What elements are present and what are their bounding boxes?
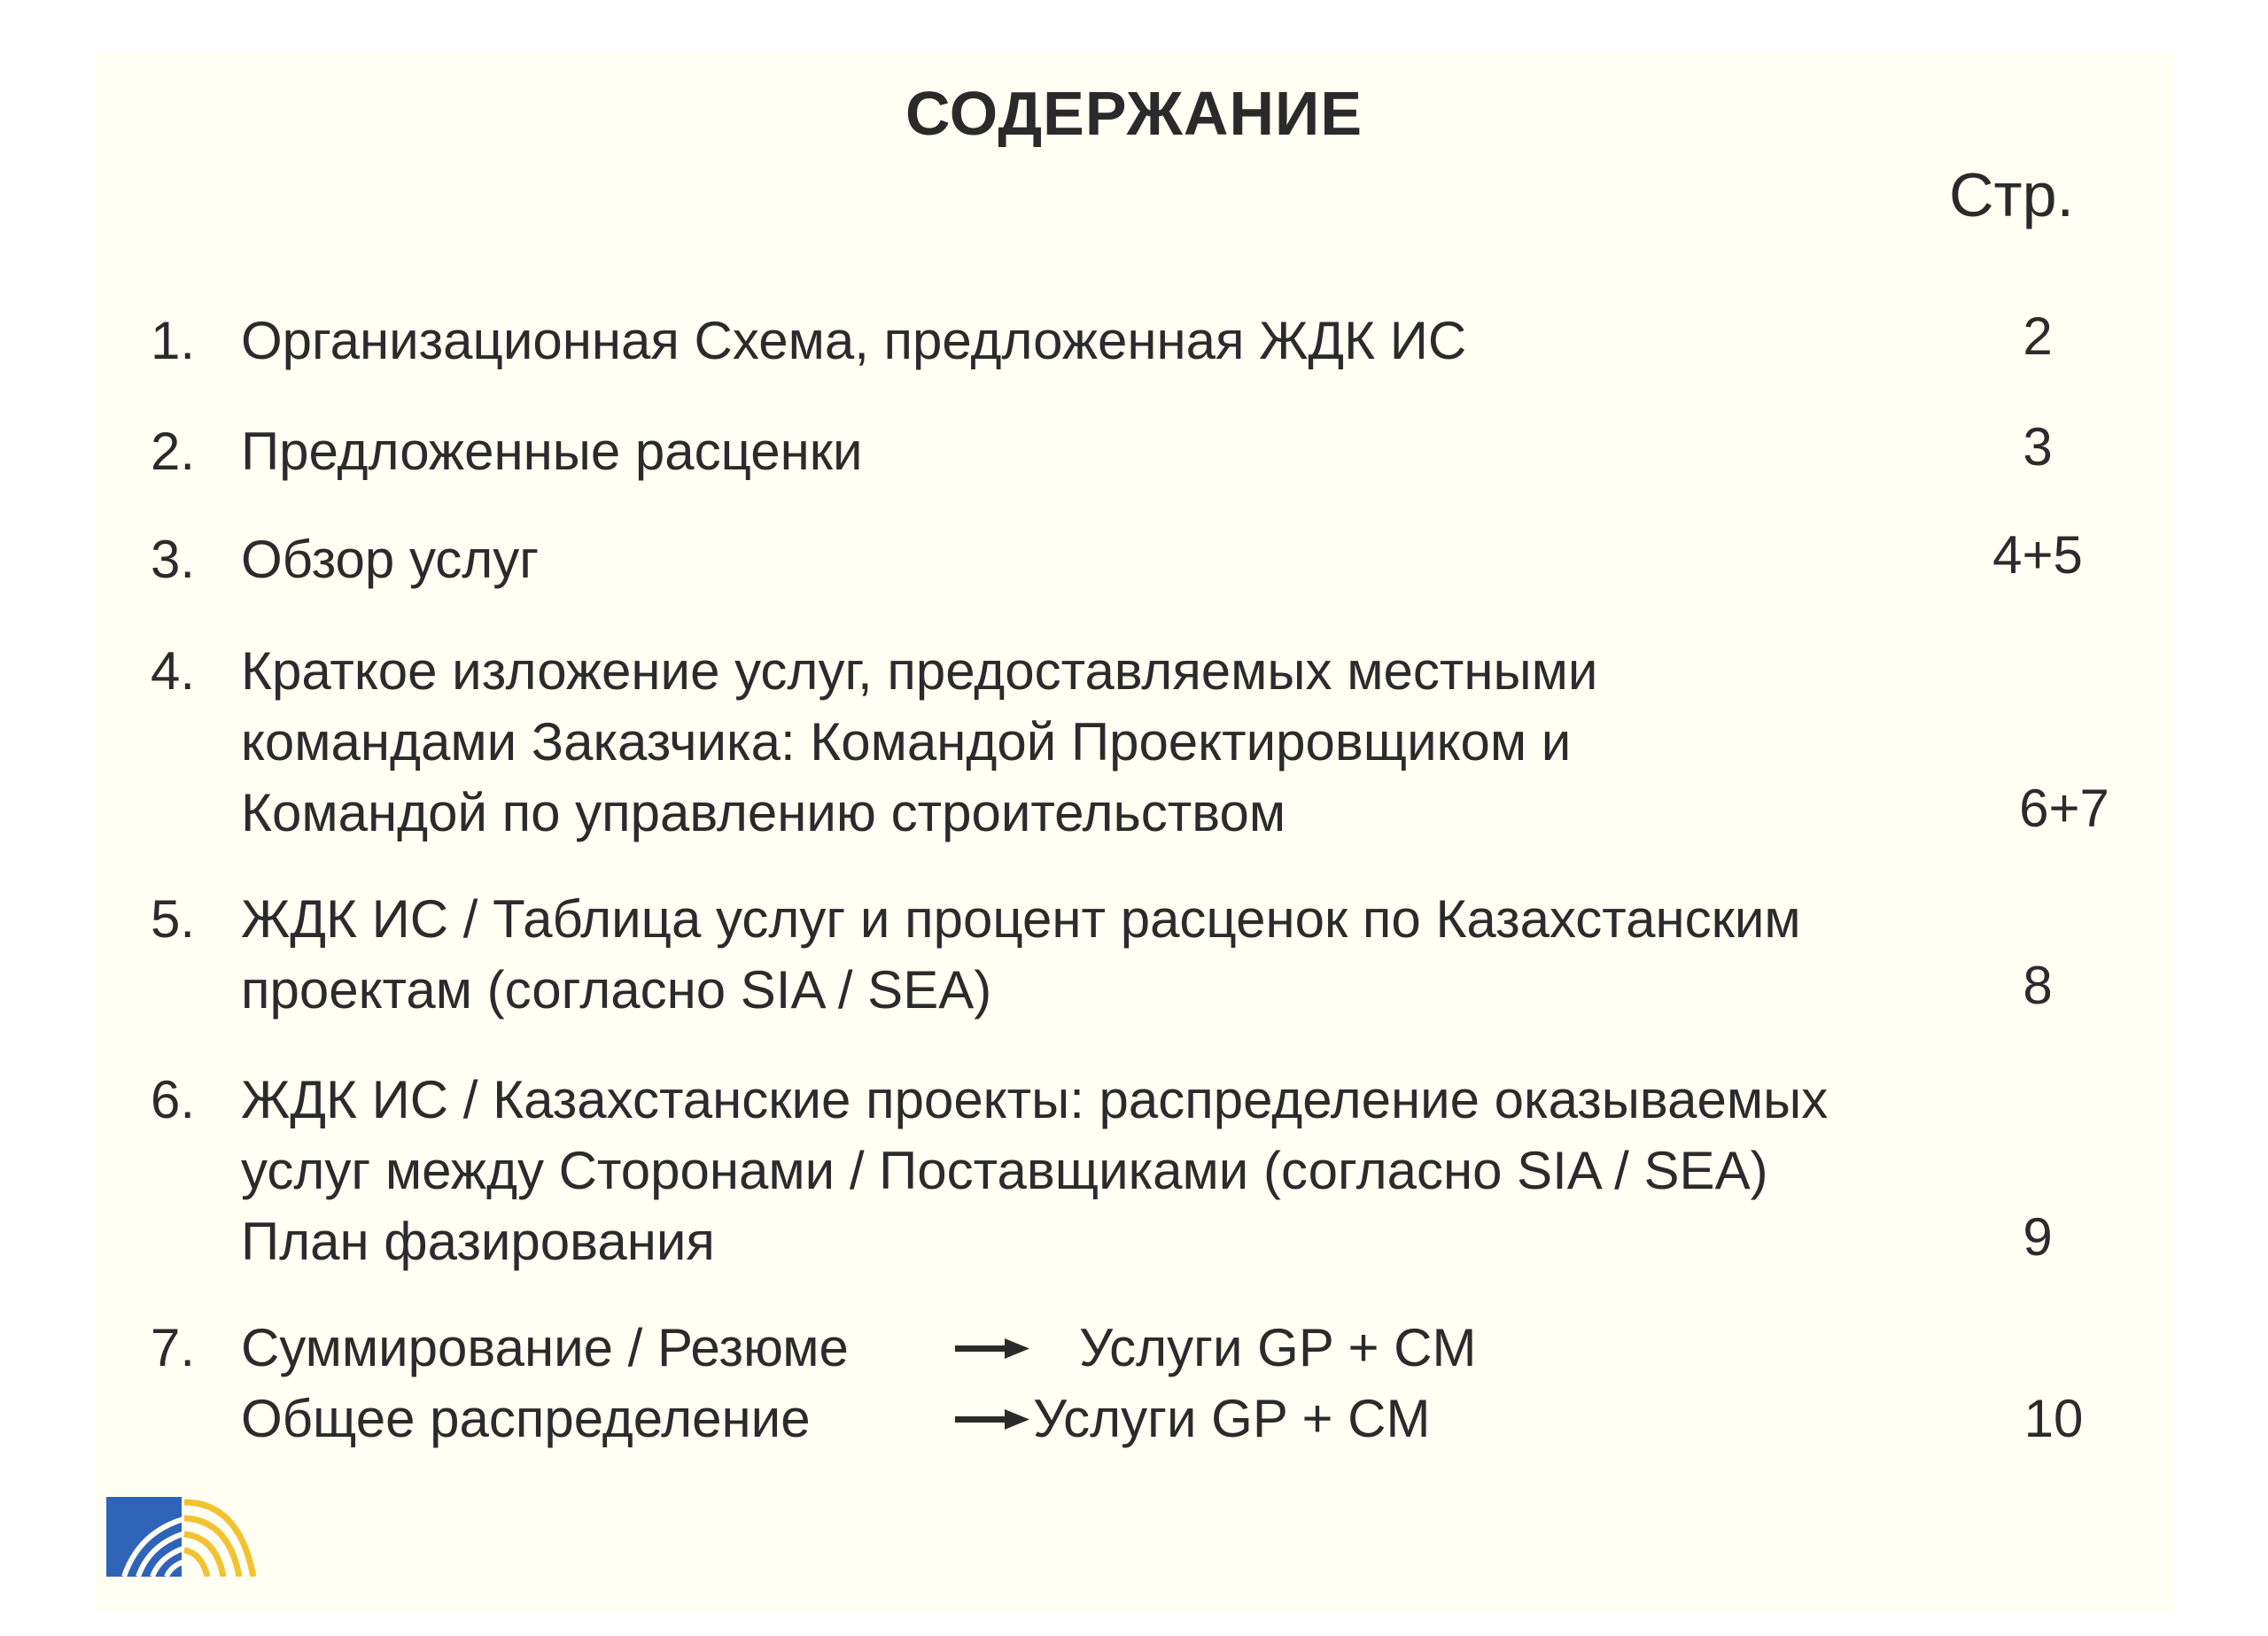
right-arrow-icon [955, 1335, 1029, 1361]
toc-entry-line: Обзор услуг [241, 530, 540, 589]
toc-entry-number: 6. [151, 1070, 196, 1129]
toc-entry-text [241, 416, 863, 487]
toc-entry-line: проектам (согласно SIA / SEA) [241, 960, 992, 1020]
toc-entry-text [241, 1065, 1828, 1277]
page-column-header: Стр. [1949, 160, 2074, 229]
toc-entry-number: 3. [151, 530, 196, 589]
toc-entry-page: 9 [2023, 1207, 2053, 1267]
toc-entry-line: ЖДК ИС / Казахстанские проекты: распределение оказываемых [241, 1070, 1829, 1129]
toc-entry-line: услуг между Сторонами / Поставщиками (согласно SIA / SEA) [241, 1141, 1768, 1200]
toc-entry-page: 6+7 [2019, 779, 2109, 838]
summary-row-2-label: Общее распределение [241, 1389, 811, 1448]
toc-entry-number: 5. [151, 889, 196, 949]
toc-entry-page: 2 [2023, 306, 2053, 366]
toc-entry-text [241, 306, 1466, 376]
toc-entry-line: План фазирования [241, 1212, 715, 1271]
document-title: СОДЕРЖАНИЕ [905, 79, 1363, 148]
toc-entry-line: Краткое изложение услуг, предоставляемых местными [241, 641, 1598, 701]
toc-entry-number: 1. [151, 311, 196, 370]
toc-entry-page: 4+5 [1992, 525, 2083, 585]
summary-row-1-value: Услуги GP + CM [1079, 1318, 1477, 1377]
summary-row-2-value: Услуги GP + CM [1033, 1389, 1431, 1448]
toc-entry-line: Предложенные расценки [241, 422, 863, 481]
toc-entry-page: 8 [2023, 956, 2053, 1015]
toc-entry-number: 4. [151, 641, 196, 701]
toc-entry-text [241, 884, 1801, 1026]
toc-entry-line: Командой по управлению строительством [241, 783, 1286, 842]
toc-entry-text [241, 524, 539, 595]
toc-entry-line: ЖДК ИС / Таблица услуг и процент расценок по Казахстанским [241, 889, 1801, 949]
toc-entry-line: командами Заказчика: Командой Проектировщиком и [241, 712, 1572, 771]
toc-entry-page: 10 [2023, 1389, 2084, 1448]
toc-entry-line: Организационная Схема, предложенная ЖДК ИС [241, 311, 1467, 370]
company-logo-icon [106, 1497, 257, 1577]
summary-row-1-label: Суммирование / Резюме [241, 1318, 849, 1377]
right-arrow-icon [955, 1406, 1029, 1432]
toc-entry-number: 2. [151, 422, 196, 481]
toc-entry-text [241, 636, 1597, 849]
toc-entry-number: 7. [151, 1318, 196, 1377]
toc-entry-page: 3 [2023, 417, 2053, 477]
